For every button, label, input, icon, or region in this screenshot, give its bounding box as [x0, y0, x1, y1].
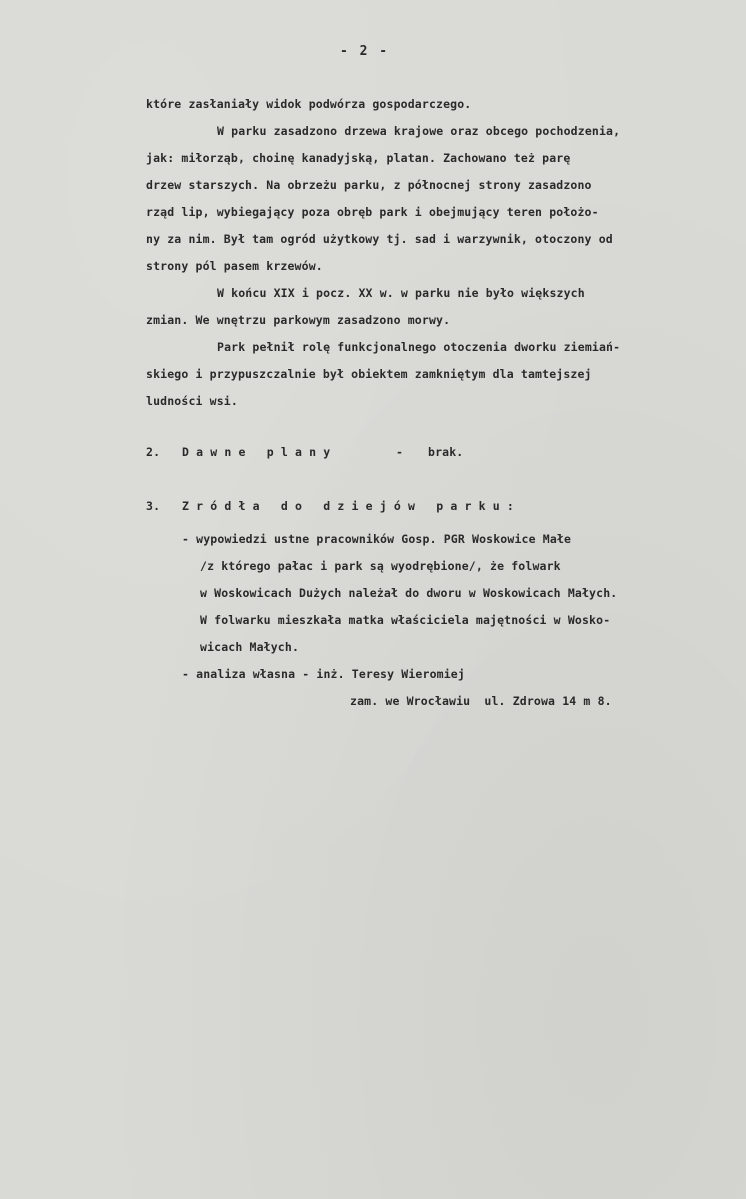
source-line: w Woskowicach Dużych należał do dworu w Woskowicach Małych. — [200, 586, 618, 600]
text-line: W końcu XIX i pocz. XX w. w parku nie było większych — [217, 286, 585, 300]
text-line: jak: miłorząb, choinę kanadyjską, platan. Zachowano też parę — [146, 151, 571, 165]
text-line: ny za nim. Był tam ogród użytkowy tj. sad i warzywnik, otoczony od — [146, 232, 613, 246]
section-2-value: brak. — [428, 445, 464, 459]
source-line: /z którego pałac i park są wyodrębione/, że folwark — [200, 559, 561, 573]
text-line: które zasłaniały widok podwórza gospodarczego. — [146, 97, 472, 111]
text-line: skiego i przypuszczalnie był obiektem zamkniętym dla tamtejszej — [146, 367, 592, 381]
section-3-number: 3. — [146, 499, 161, 513]
text-line: rząd lip, wybiegający poza obręb park i obejmujący teren położo- — [146, 205, 599, 219]
text-line: Park pełnił rolę funkcjonalnego otoczenia dworku ziemiań- — [217, 340, 621, 354]
page-number: - 2 - — [340, 44, 390, 59]
source-line: - analiza własna - inż. Teresy Wieromiej — [182, 667, 465, 681]
text-line: zmian. We wnętrzu parkowym zasadzono morwy. — [146, 313, 451, 327]
source-line: - wypowiedzi ustne pracowników Gosp. PGR Woskowice Małe — [182, 532, 572, 546]
source-line: W folwarku mieszkała matka właściciela majętności w Wosko- — [200, 613, 611, 627]
text-line: W parku zasadzono drzewa krajowe oraz obcego pochodzenia, — [217, 124, 621, 138]
text-line: ludności wsi. — [146, 394, 238, 408]
text-line: strony pól pasem krzewów. — [146, 259, 323, 273]
source-line: wicach Małych. — [200, 640, 300, 654]
section-3-heading: Zródła do dziejów parku: — [182, 499, 521, 513]
address-line: zam. we Wrocławiu ul. Zdrowa 14 m 8. — [350, 694, 612, 708]
section-2-dash: - — [396, 445, 404, 459]
section-2-number: 2. — [146, 445, 161, 459]
text-line: drzew starszych. Na obrzeżu parku, z północnej strony zasadzono — [146, 178, 592, 192]
section-2-heading: Dawne plany — [182, 445, 338, 459]
